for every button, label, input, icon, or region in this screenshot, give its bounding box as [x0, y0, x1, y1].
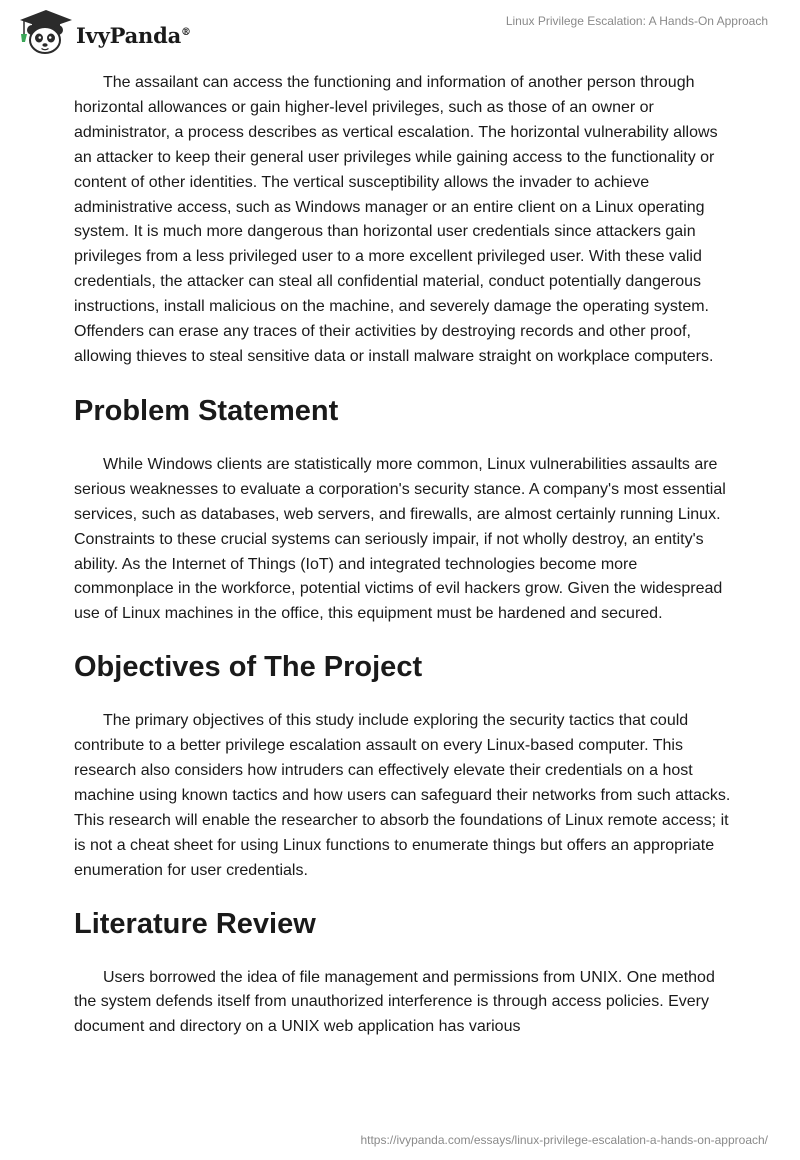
- brand-name: IvyPanda®: [76, 22, 191, 48]
- problem-statement-paragraph: While Windows clients are statistically more common, Linux vulnerabilities assaults are serious weaknesses to evaluate a corporation's security stance. A company's most essential services, such as databases, web servers, and firewalls, are almost certainly running Linux. Constraints to these crucial systems can seriously impair, if not wholly destroy, an entity's ability. As the Internet of Things (IoT) and integrated technologies become more commonplace in the workforce, potential victims of evil hackers grow. Given the widespread use of Linux machines in the office, this equipment must be hardened and secured.: [74, 455, 726, 623]
- heading-literature-review: Literature Review: [74, 907, 316, 940]
- heading-problem-statement: Problem Statement: [74, 394, 339, 427]
- literature-review-paragraph: Users borrowed the idea of file management and permissions from UNIX. One method the system defends itself from unauthorized interference is through access policies. Every document and directory on a UNIX web application has various: [74, 968, 715, 1036]
- registered-mark: ®: [181, 26, 191, 38]
- panda-graduate-icon: [16, 8, 72, 56]
- essay-content: [74, 71, 734, 1040]
- heading-objectives: Objectives of The Project: [74, 651, 423, 684]
- document-title: Linux Privilege Escalation: A Hands-On Approach: [505, 14, 768, 28]
- page-header: [0, 0, 800, 60]
- source-url[interactable]: https://ivypanda.com/essays/linux-privilege-escalation-a-hands-on-approach/: [360, 1133, 768, 1147]
- intro-paragraph: The assailant can access the functioning and information of another person through horizontal allowances or gain higher-level privileges, such as those of an owner or administrator, a process describes as vertical escalation. The horizontal vulnerability allows an attacker to keep their general user privileges while gaining access to the functionality or content of other identities. The vertical susceptibility allows the invader to achieve administrative access, such as Windows manager or an entire client on a Linux operating system. It is much more dangerous than horizontal user credentials since attackers gain privileges from a less privileged user to a more excellent privileged user. With these valid credentials, the attacker can steal all confidential material, conduct potentially dangerous instructions, install malicious on the machine, and severely damage the operating system. Offenders can erase any traces of their activities by destroying records and other proof, allowing thieves to steal sensitive data or install malware straight on workplace computers.: [74, 74, 718, 365]
- brand-logo[interactable]: [16, 8, 191, 56]
- objectives-paragraph: The primary objectives of this study include exploring the security tactics that could contribute to a better privilege escalation assault on every Linux-based computer. This research also considers how intruders can effectively elevate their credentials on a host machine using known tactics and how users can safeguard their networks from such attacks. This research will enable the researcher to absorb the foundations of Linux remote access; it is not a cheat sheet for using Linux functions to enumerate things but offers an appropriate enumeration for user credentials.: [74, 712, 731, 879]
